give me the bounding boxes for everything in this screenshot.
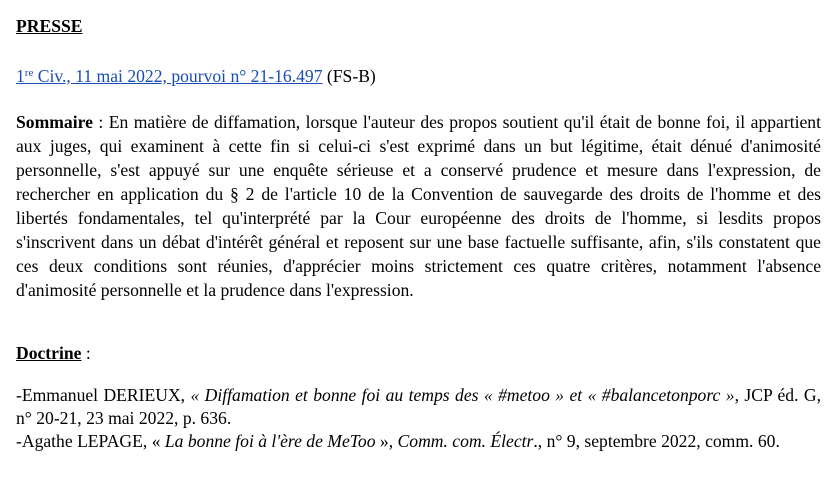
decision-link[interactable] (16, 66, 323, 86)
decision-reference (16, 64, 376, 88)
doctrine-journal: Comm. com. Électr (397, 431, 534, 451)
doctrine-entry (16, 384, 821, 430)
doctrine-label: Doctrine (16, 343, 82, 363)
summary-paragraph (16, 110, 821, 302)
doctrine-publication: ., n° 9, septembre 2022, comm. 60. (533, 431, 780, 451)
doctrine-article-title: La bonne foi à l'ère de MeToo (164, 431, 376, 451)
doctrine-title-open: « (151, 431, 165, 451)
decision-link-text: Civ., 11 mai 2022, pourvoi n° 21-16.497 (33, 66, 323, 86)
decision-chamber-number: 1 (16, 66, 25, 86)
doctrine-entry (16, 430, 821, 453)
decision-chamber-sup: re (24, 67, 34, 79)
doctrine-heading (16, 341, 91, 365)
doctrine-author: -Emmanuel DERIEUX, (16, 385, 191, 405)
doctrine-separator: : (81, 343, 91, 363)
doctrine-article-title: « Diffamation et bonne foi au temps des « #metoo » et « #balancetonporc » (190, 385, 735, 405)
summary-text: En matière de diffamation, lorsque l'auteur des propos soutient qu'il était de bonne foi, il appartient aux juges, qui examinent à cette fin si celui-ci s'est exprimé dans un but légitime, était dénué d'animosité personnelle, s'est appuyé sur une enquête sérieuse et a conservé prudence et mesure dans l'expression, de rechercher en application du § 2 de l'article 10 de la Convention de sauvegarde des droits de l'homme et des libertés fondamentales, tel qu'interprété par la Cour européenne des droits de l'homme, si lesdits propos s'inscrivent dans un débat d'intérêt général et reposent sur une base factuelle suffisante, afin, s'ils constatent que ces deux conditions sont réunies, d'apprécier moins strictement ces quatre critères, notamment l'absence d'animosité personnelle et la prudence dans l'expression. (16, 112, 821, 300)
decision-formation: (FS-B) (322, 66, 376, 86)
doctrine-list (16, 384, 821, 453)
summary-separator: : (92, 112, 109, 132)
doctrine-title-close: », (375, 431, 398, 451)
doctrine-publication: , JCP éd. G, n° 20-21, 23 mai 2022, p. 636. (16, 385, 821, 428)
doctrine-author: -Agathe LEPAGE, (16, 431, 152, 451)
summary-label: Sommaire (16, 112, 93, 132)
section-title: PRESSE (16, 16, 83, 36)
